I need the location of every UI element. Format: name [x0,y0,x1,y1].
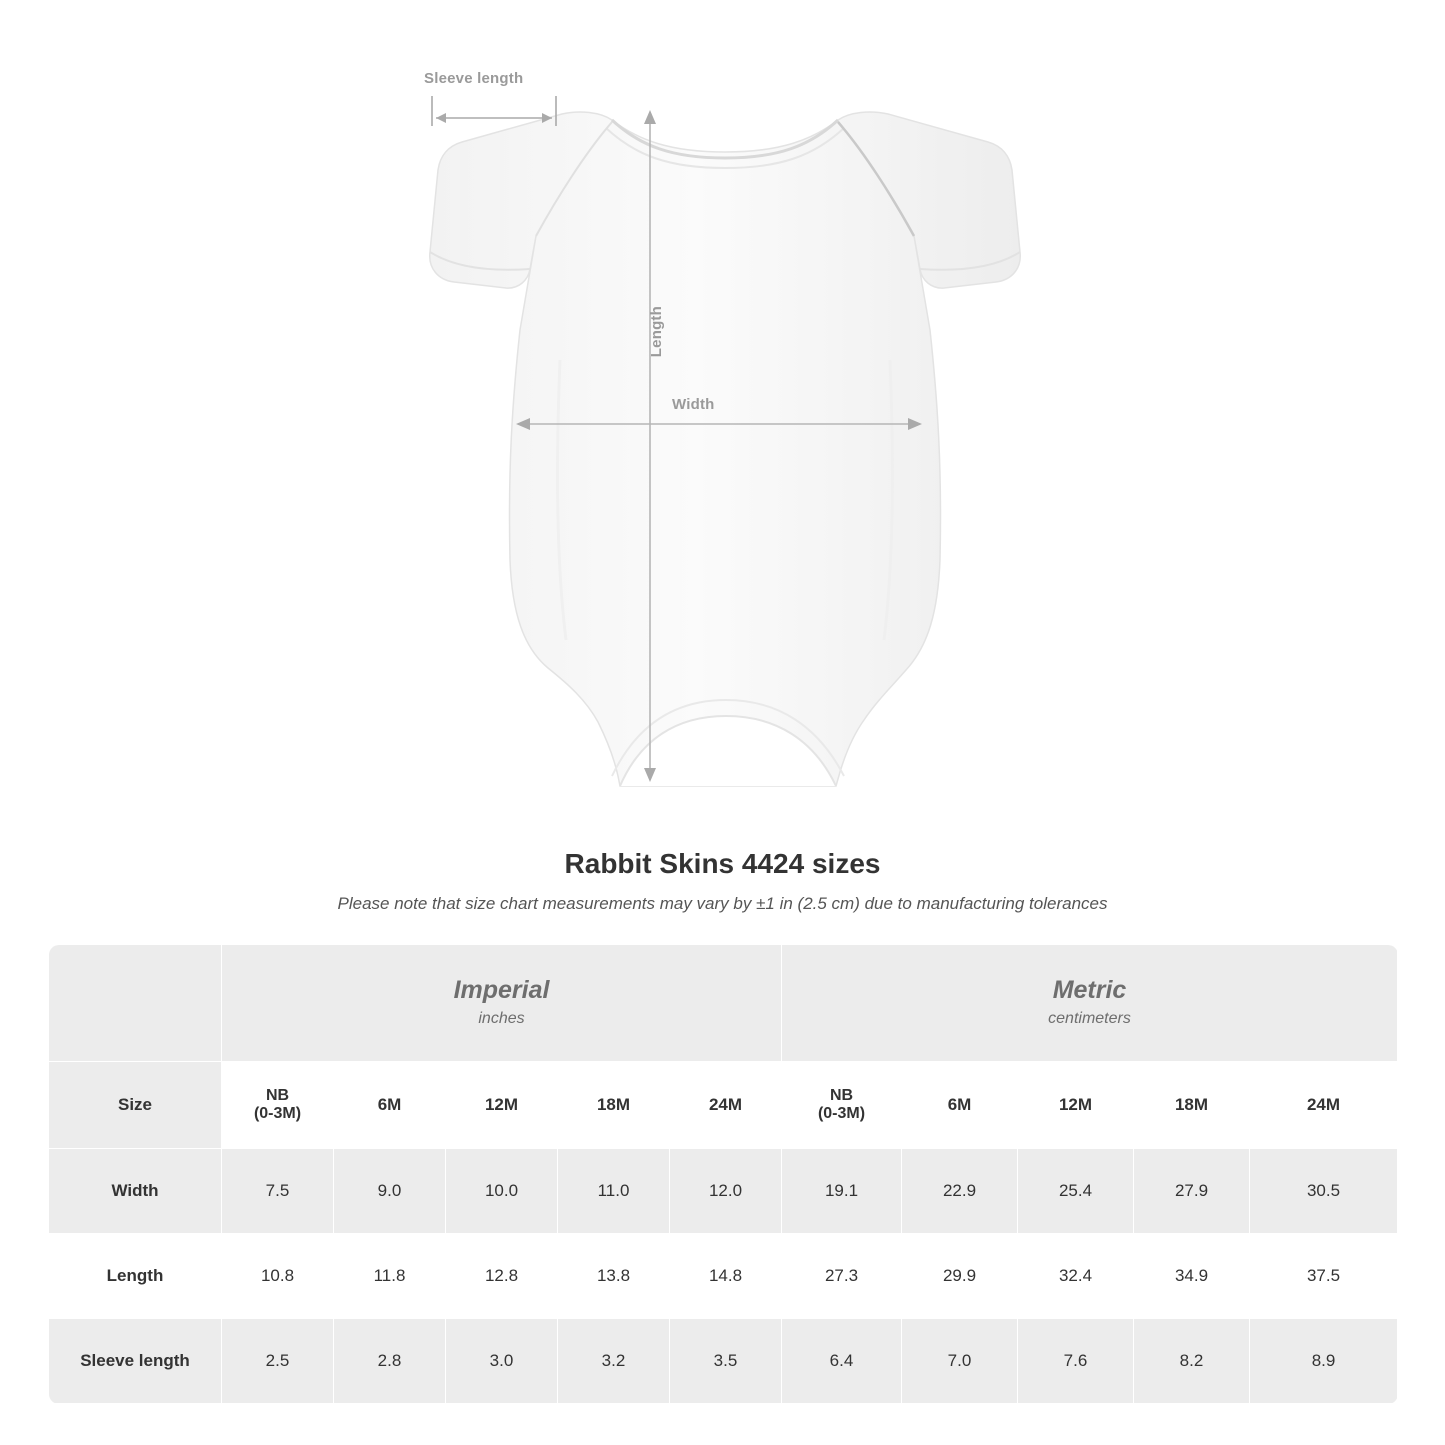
cell-sleeve-24m-cm: 8.9 [1250,1319,1398,1404]
size-header-24m-imperial: 24M [670,1062,782,1149]
cell-length-12m-cm: 32.4 [1018,1234,1134,1319]
cell-width-6m-cm: 22.9 [902,1149,1018,1234]
cell-width-nb-cm: 19.1 [782,1149,902,1234]
cell-width-nb-in: 7.5 [222,1149,334,1234]
size-header-12m-metric: 12M [1018,1062,1134,1149]
size-header-nb-imperial-sub: (0-3M) [253,1105,302,1122]
unit-group-metric [782,945,1398,1062]
width-label: Width [672,396,715,413]
cell-length-24m-in: 14.8 [670,1234,782,1319]
cell-length-6m-in: 11.8 [334,1234,446,1319]
unit-corner-cell [49,945,222,1062]
length-label: Length [648,306,665,358]
row-label-width: Width [49,1149,222,1234]
unit-group-metric-sub: centimeters [1048,1009,1131,1027]
tolerance-note: Please note that size chart measurements may vary by ±1 in (2.5 cm) due to manufacturing tolerances [337,894,1108,913]
page-title: Rabbit Skins 4424 sizes [564,848,881,879]
cell-width-24m-cm: 30.5 [1250,1149,1398,1234]
cell-sleeve-12m-in: 3.0 [446,1319,558,1404]
cell-length-18m-in: 13.8 [558,1234,670,1319]
table-row [49,1319,1398,1404]
cell-width-12m-in: 10.0 [446,1149,558,1234]
cell-width-24m-in: 12.0 [670,1149,782,1234]
size-header-nb-metric-sub: (0-3M) [817,1105,866,1122]
cell-sleeve-6m-cm: 7.0 [902,1319,1018,1404]
size-header-row [49,1062,1398,1149]
size-header-18m-imperial: 18M [558,1062,670,1149]
unit-group-row [49,945,1398,1062]
cell-sleeve-nb-in: 2.5 [222,1319,334,1404]
row-label-sleeve-length: Sleeve length [49,1319,222,1404]
unit-group-imperial [222,945,782,1062]
title-block [0,848,1445,914]
cell-sleeve-18m-in: 3.2 [558,1319,670,1404]
size-header-nb-metric-main: NB [829,1087,854,1104]
row-label-length: Length [49,1234,222,1319]
size-header-12m-imperial: 12M [446,1062,558,1149]
size-header-6m-metric: 6M [902,1062,1018,1149]
cell-length-nb-in: 10.8 [222,1234,334,1319]
cell-sleeve-nb-cm: 6.4 [782,1319,902,1404]
size-header-label: Size [49,1062,222,1149]
cell-length-12m-in: 12.8 [446,1234,558,1319]
unit-group-imperial-name: Imperial [453,975,550,1004]
table-row [49,1234,1398,1319]
size-header-nb-imperial [222,1062,334,1149]
size-header-18m-metric: 18M [1134,1062,1250,1149]
cell-length-18m-cm: 34.9 [1134,1234,1250,1319]
cell-width-6m-in: 9.0 [334,1149,446,1234]
cell-width-18m-in: 11.0 [558,1149,670,1234]
size-header-6m-imperial: 6M [334,1062,446,1149]
cell-sleeve-6m-in: 2.8 [334,1319,446,1404]
size-header-24m-metric: 24M [1250,1062,1398,1149]
unit-group-metric-name: Metric [1052,975,1127,1004]
cell-width-18m-cm: 27.9 [1134,1149,1250,1234]
cell-length-nb-cm: 27.3 [782,1234,902,1319]
size-table [48,944,1398,1404]
sleeve-length-label: Sleeve length [424,70,524,87]
cell-sleeve-12m-cm: 7.6 [1018,1319,1134,1404]
unit-group-imperial-sub: inches [478,1009,525,1027]
size-header-nb-imperial-main: NB [265,1087,290,1104]
cell-sleeve-18m-cm: 8.2 [1134,1319,1250,1404]
table-row [49,1149,1398,1234]
cell-sleeve-24m-in: 3.5 [670,1319,782,1404]
cell-length-24m-cm: 37.5 [1250,1234,1398,1319]
size-table-wrapper [48,944,1397,1404]
cell-length-6m-cm: 29.9 [902,1234,1018,1319]
cell-width-12m-cm: 25.4 [1018,1149,1134,1234]
size-header-nb-metric [782,1062,902,1149]
